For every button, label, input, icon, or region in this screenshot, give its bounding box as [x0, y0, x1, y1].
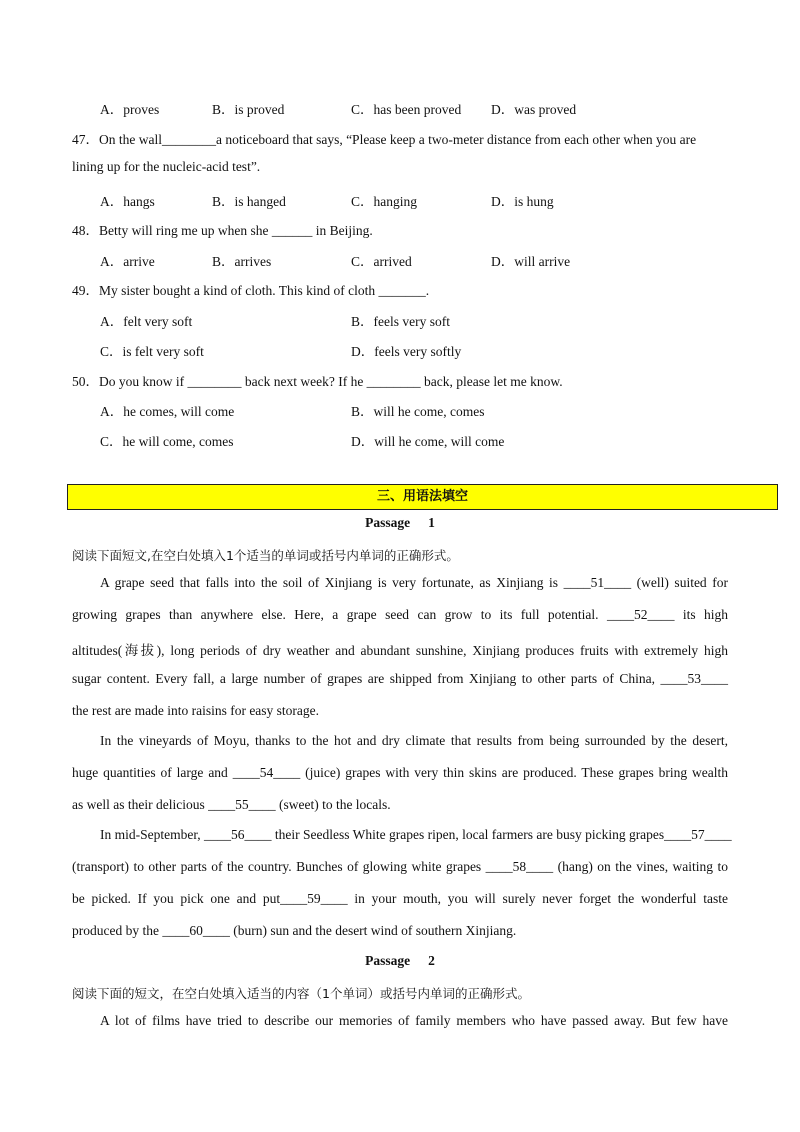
q47-option-d: D．is hung	[491, 194, 554, 209]
q49-option-c: C．is felt very soft	[100, 344, 204, 359]
section-title: 三、用语法填空	[376, 489, 468, 504]
passage1-line: as well as their delicious ____55____ (sweet) to the locals.	[72, 797, 391, 812]
passage1-line: produced by the ____60____ (burn) sun and the desert wind of southern Xinjiang.	[72, 923, 517, 938]
q50-option-a: A．he comes, will come	[100, 404, 235, 419]
q48-option-a: A．arrive	[100, 254, 155, 269]
passage1-line: In mid-September, ____56____ their Seedless White grapes ripen, local farmers are busy picking grapes____57____	[100, 827, 732, 842]
q46-option-c: C．has been proved	[351, 102, 462, 117]
q49-option-d: D．feels very softly	[351, 344, 462, 359]
passage2-title-label: Passage	[365, 953, 411, 968]
q48-option-c: C．arrived	[351, 254, 412, 269]
passage2-line: A lot of films have tried to describe our memories of family members who have passed away. But few have	[100, 1013, 728, 1028]
passage1-line: (transport) to other parts of the country. Bunches of glowing white grapes ____58____ (hang) on the vines, waiting to	[72, 859, 728, 874]
passage2-title	[0, 953, 800, 969]
passage1-instruction: 阅读下面短文,在空白处填入1个适当的单词或括号内单词的正确形式。	[72, 548, 459, 563]
passage1-title	[0, 515, 800, 531]
passage1-line: growing grapes than anywhere else. Here, a grape seed can grow to its full potential. ____52____ its high	[72, 607, 728, 622]
q49-option-b: B．feels very soft	[351, 314, 450, 329]
q46-option-b: B．is proved	[212, 102, 285, 117]
section-title-banner	[67, 484, 778, 510]
passage1-line: altitudes(海拔), long periods of dry weather and abundant sunshine, Xinjiang produces fruits with extremely high	[72, 643, 728, 658]
passage1-line: In the vineyards of Moyu, thanks to the hot and dry climate that results from being surrounded by the desert,	[100, 733, 728, 748]
q47-option-a: A．hangs	[100, 194, 155, 209]
q48-option-d: D．will arrive	[491, 254, 571, 269]
q47-stem-line1: 47．On the wall________a noticeboard that says, “Please keep a two-meter distance from each other when you are	[72, 132, 697, 147]
q50-option-d: D．will he come, will come	[351, 434, 505, 449]
q46-option-d: D．was proved	[491, 102, 577, 117]
passage1-line: the rest are made into raisins for easy storage.	[72, 703, 320, 718]
passage1-line: sugar content. Every fall, a large number of grapes are shipped from Xinjiang to other parts of China, ____53____	[72, 671, 728, 686]
q47-stem-line2: lining up for the nucleic-acid test”.	[72, 159, 261, 174]
passage1-line: huge quantities of large and ____54____ (juice) grapes with very thin skins are produced. These grapes bring wealth	[72, 765, 728, 780]
passage1-title-number: 1	[428, 515, 435, 530]
passage1-line: be picked. If you pick one and put____59____ in your mouth, you will surely never forget the wonderful taste	[72, 891, 728, 906]
q50-option-b: B．will he come, comes	[351, 404, 485, 419]
passage2-title-number: 2	[428, 953, 435, 968]
q48-stem: 48．Betty will ring me up when she ______ in Beijing.	[72, 223, 373, 238]
q49-option-a: A．felt very soft	[100, 314, 193, 329]
q50-stem: 50．Do you know if ________ back next week? If he ________ back, please let me know.	[72, 374, 563, 389]
passage1-title-label: Passage	[365, 515, 411, 530]
q47-option-b: B．is hanged	[212, 194, 286, 209]
q48-option-b: B．arrives	[212, 254, 272, 269]
q49-stem: 49．My sister bought a kind of cloth. This kind of cloth _______.	[72, 283, 430, 298]
passage1-line: A grape seed that falls into the soil of Xinjiang is very fortunate, as Xinjiang is ____51____ (well) suited for	[100, 575, 728, 590]
q50-option-c: C．he will come, comes	[100, 434, 234, 449]
q47-option-c: C．hanging	[351, 194, 417, 209]
q46-option-a: A．proves	[100, 102, 160, 117]
passage2-instruction: 阅读下面的短文，在空白处填入适当的内容（1个单词）或括号内单词的正确形式。	[72, 986, 530, 1001]
